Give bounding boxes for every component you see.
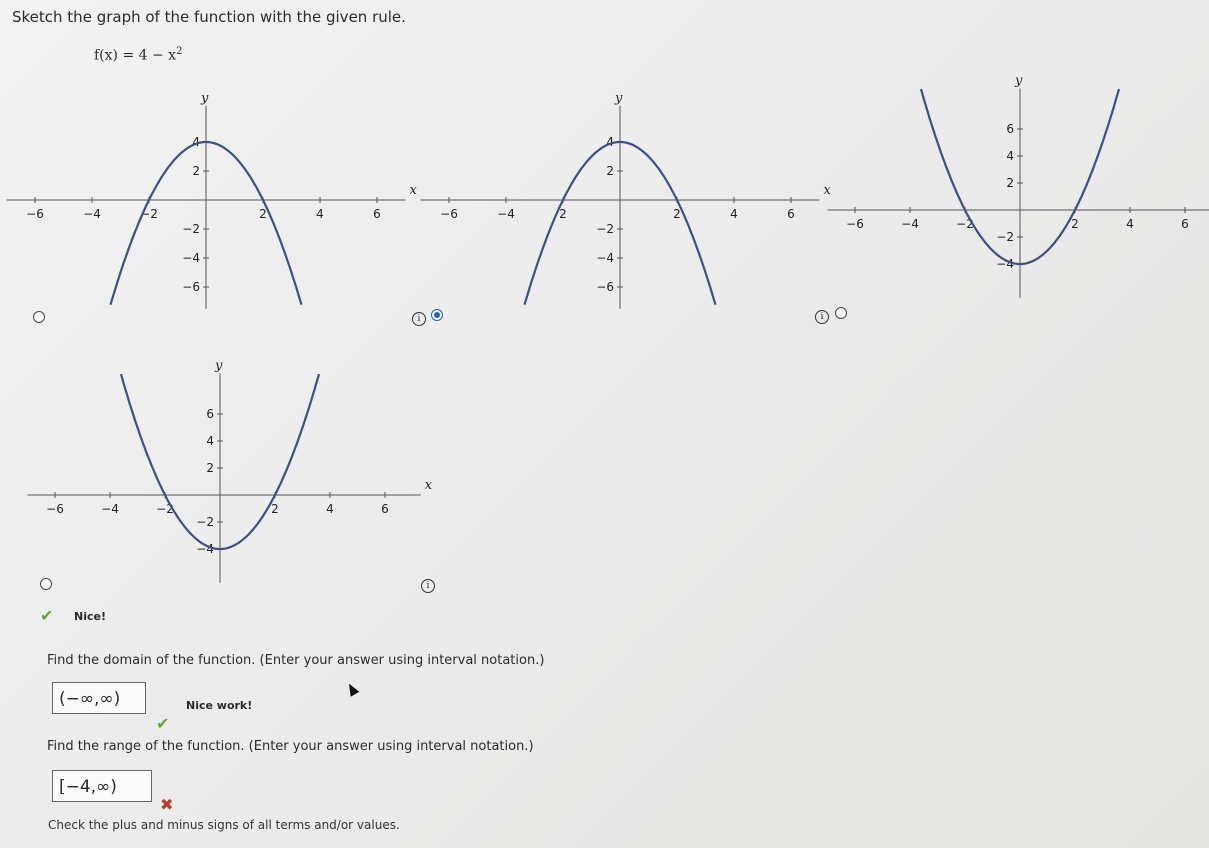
y-axis-label: y xyxy=(201,90,209,106)
y-axis-label: y xyxy=(615,90,623,106)
y-tick-label: 4 xyxy=(206,434,214,448)
graph-option-3[interactable] xyxy=(840,75,1200,315)
question-prompt: Sketch the graph of the function with the given rule. xyxy=(12,8,406,26)
x-axis-label: x xyxy=(424,478,433,493)
y-tick-label: −2 xyxy=(996,230,1014,244)
x-tick-label: 2 xyxy=(559,207,567,221)
x-tick-label: −2 xyxy=(956,217,974,231)
x-tick-label: 6 xyxy=(381,502,389,516)
y-axis-label: y xyxy=(1015,73,1023,89)
range-answer-input[interactable]: [−4,∞) xyxy=(52,770,152,802)
y-tick-label: 4 xyxy=(1006,149,1014,163)
x-tick-label: −4 xyxy=(83,207,101,221)
x-tick-label: −4 xyxy=(101,502,119,516)
x-axis-label: x xyxy=(823,183,831,198)
x-tick-label: −2 xyxy=(140,207,158,221)
x-tick-label: 6 xyxy=(787,207,795,221)
graph-option-4[interactable] xyxy=(40,355,433,580)
x-tick-label: 2 xyxy=(259,207,267,221)
x-tick-label: −6 xyxy=(26,207,44,221)
y-tick-label: −6 xyxy=(182,280,200,294)
range-x-icon: ✖ xyxy=(160,795,174,814)
range-question: Find the range of the function. (Enter your answer using interval notation.) xyxy=(47,739,534,754)
x-tick-label: 4 xyxy=(730,207,738,221)
y-tick-label: 6 xyxy=(206,407,214,421)
x-tick-label: 6 xyxy=(1181,217,1189,231)
y-tick-label: −6 xyxy=(596,280,614,294)
x-tick-label: −4 xyxy=(497,207,515,221)
x-tick-label: 2 xyxy=(271,502,279,516)
function-rule: $f(x) = 4 - x^2$ xyxy=(94,46,183,64)
x-tick-label: −4 xyxy=(901,217,919,231)
x-tick-label: 2 xyxy=(1071,217,1079,231)
y-tick-label: −2 xyxy=(596,222,614,236)
mouse-cursor-icon xyxy=(345,681,360,696)
x-tick-label: 6 xyxy=(373,207,381,221)
graph-option-2[interactable] xyxy=(440,80,831,320)
y-tick-label: 2 xyxy=(206,461,214,475)
domain-answer-input[interactable]: (−∞,∞) xyxy=(52,682,146,714)
y-tick-label: 2 xyxy=(192,164,200,178)
y-tick-label: 4 xyxy=(192,135,200,149)
x-tick-label: −2 xyxy=(156,502,174,516)
y-tick-label: 4 xyxy=(606,135,614,149)
graph-feedback: Nice! xyxy=(74,610,106,623)
radio-option-4[interactable] xyxy=(40,578,52,590)
y-tick-label: −4 xyxy=(196,542,214,556)
x-tick-label: −6 xyxy=(846,217,864,231)
x-tick-label: 2 xyxy=(673,207,681,221)
info-icon-2[interactable]: i xyxy=(815,310,829,324)
info-icon-1[interactable]: i xyxy=(412,312,426,326)
x-tick-label: 4 xyxy=(316,207,324,221)
x-axis-label: x xyxy=(409,183,417,198)
radio-option-1[interactable] xyxy=(33,311,45,323)
y-tick-label: −2 xyxy=(182,222,200,236)
y-tick-label: −4 xyxy=(596,251,614,265)
graph-option-2-plot xyxy=(440,80,831,320)
x-tick-label: −6 xyxy=(440,207,458,221)
y-tick-label: −2 xyxy=(196,515,214,529)
x-tick-label: 4 xyxy=(1126,217,1134,231)
graph-option-3-plot xyxy=(840,75,1200,315)
domain-check-icon: ✔ xyxy=(156,714,170,733)
graph-option-1-plot xyxy=(26,80,417,320)
y-tick-label: −4 xyxy=(182,251,200,265)
domain-question: Find the domain of the function. (Enter your answer using interval notation.) xyxy=(47,653,545,668)
graph-option-4-plot xyxy=(40,355,433,580)
range-hint: Check the plus and minus signs of all terms and/or values. xyxy=(48,818,400,832)
y-tick-label: 2 xyxy=(1006,176,1014,190)
graph-option-1[interactable] xyxy=(26,80,417,320)
y-tick-label: −4 xyxy=(996,257,1014,271)
y-tick-label: 2 xyxy=(606,164,614,178)
info-icon-3[interactable]: i xyxy=(421,579,435,593)
graph-correct-check-icon: ✔ xyxy=(40,606,54,625)
x-tick-label: 4 xyxy=(326,502,334,516)
y-tick-label: 6 xyxy=(1006,122,1014,136)
domain-feedback: Nice work! xyxy=(186,699,253,712)
y-axis-label: y xyxy=(215,358,223,374)
x-tick-label: −6 xyxy=(46,502,64,516)
